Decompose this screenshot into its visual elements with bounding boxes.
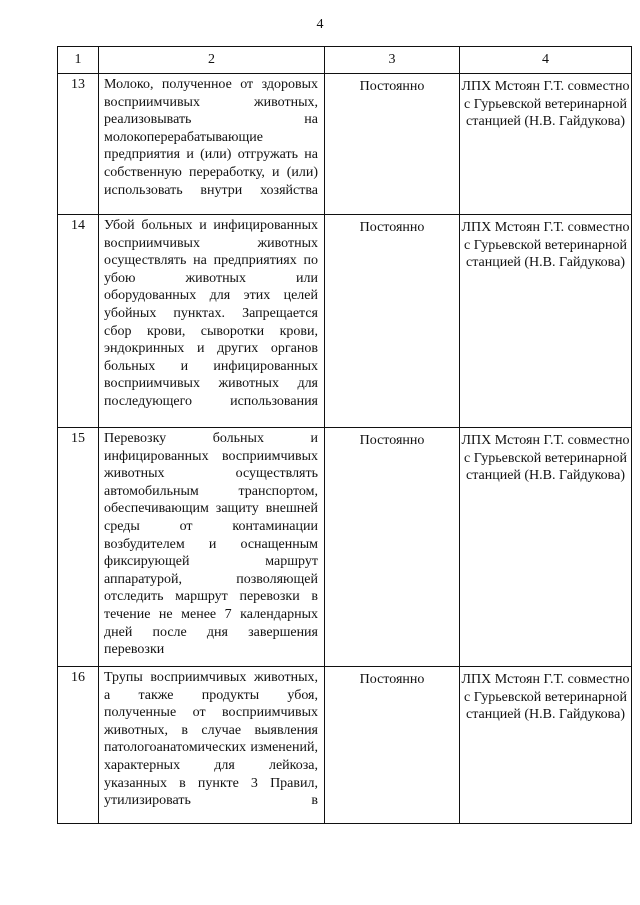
row-term: Постоянно [359, 79, 425, 94]
header-col-2: 2 [99, 47, 325, 74]
row-description: Трупы восприимчивых животных, а также продукты убоя, полученные от восприимчивых животных, в случае выявления патологоанатомических изменений, характерных для лейкоза, указанных в пункте 3 Правил, утилизировать в [99, 667, 325, 824]
row-description: Перевозку больных и инфицированных восприимчивых животных осуществлять автомобильным транспортом, обеспечивающим защиту внешней среды от контаминации возбудителем и оснащенным фиксирующей маршрут аппаратурой, позволяющей отследить маршрут перевозки в течение не менее 7 календарных дней после дня завершения перевозки [99, 428, 325, 667]
header-col-1: 1 [58, 47, 99, 74]
table-row [58, 428, 632, 667]
page-number: 4 [316, 17, 324, 32]
row-number: 16 [71, 670, 85, 685]
row-number: 14 [71, 218, 85, 233]
header-col-3: 3 [325, 47, 460, 74]
row-description: Убой больных и инфицированных восприимчивых животных осуществлять на предприятиях по убою животных или оборудованных для этих целей убойных пунктах. Запрещается сбор крови, сыворотки крови, эндокринных и других органов больных и инфицированных восприимчивых животных для последующего использования [99, 215, 325, 428]
table-row [58, 74, 632, 215]
row-number: 15 [71, 431, 85, 446]
row-term: Постоянно [359, 220, 425, 235]
row-number: 13 [71, 77, 85, 92]
row-term: Постоянно [359, 672, 425, 687]
table-header-row [58, 47, 632, 74]
row-responsible: ЛПХ Мстоян Г.Т. совместно с Гурьевской ветеринарной станцией (Н.В. Гайдукова) [461, 433, 630, 484]
row-responsible: ЛПХ Мстоян Г.Т. совместно с Гурьевской ветеринарной станцией (Н.В. Гайдукова) [461, 672, 630, 723]
measures-table [57, 46, 632, 824]
row-description: Молоко, полученное от здоровых восприимчивых животных, реализовывать на молокоперерабатывающие предприятия и (или) отгружать на собственную переработку, и (или) использовать внутри хозяйства [99, 74, 325, 215]
row-term: Постоянно [359, 433, 425, 448]
table-row [58, 667, 632, 824]
row-responsible: ЛПХ Мстоян Г.Т. совместно с Гурьевской ветеринарной станцией (Н.В. Гайдукова) [461, 220, 630, 271]
row-responsible: ЛПХ Мстоян Г.Т. совместно с Гурьевской ветеринарной станцией (Н.В. Гайдукова) [461, 79, 630, 130]
header-col-4: 4 [460, 47, 632, 74]
table-row [58, 215, 632, 428]
